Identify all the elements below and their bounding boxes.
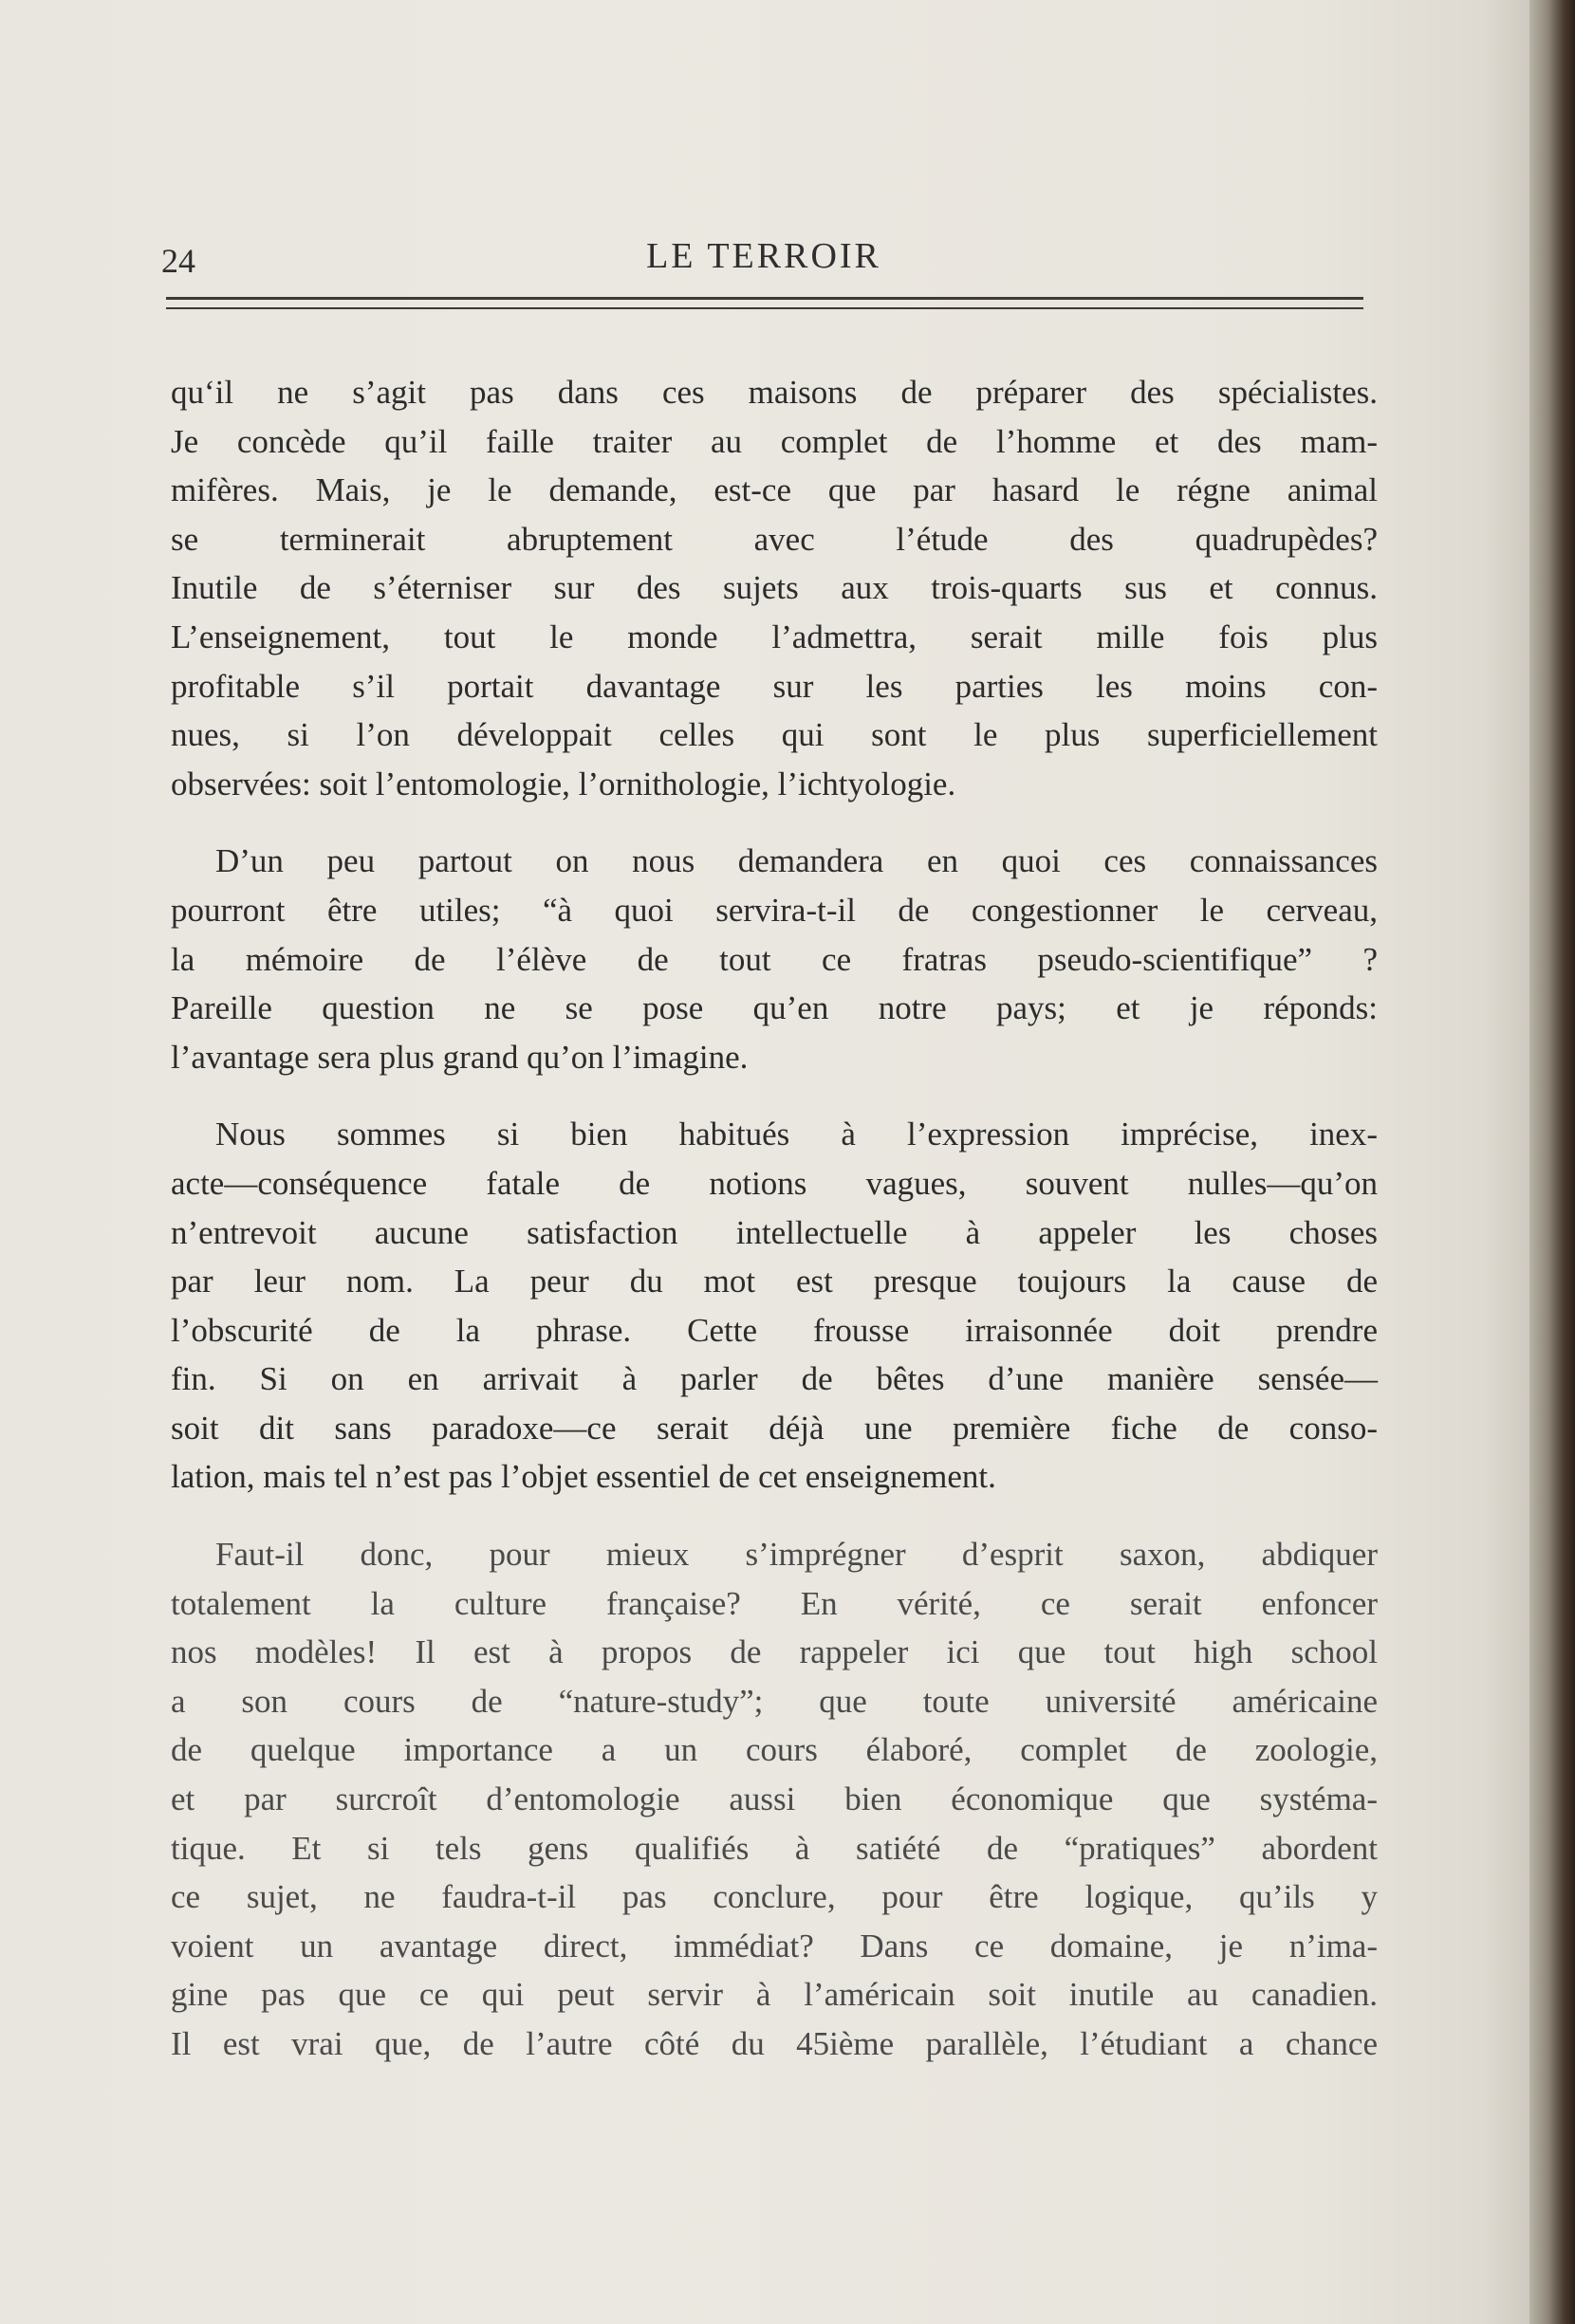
paragraph-1: [171, 368, 1378, 808]
text-line: observées: soit l’entomologie, l’ornithologie, l’ichtyologie.: [171, 765, 956, 802]
text-line: Nous sommes si bien habitués à l’expression imprécise, inex-: [215, 1116, 1378, 1153]
text-line: Faut-il donc, pour mieux s’imprégner d’esprit saxon, abdiquer: [215, 1536, 1378, 1574]
paragraph-3: [171, 1110, 1378, 1502]
text-line: par leur nom. La peur du mot est presque toujours la cause de: [171, 1263, 1378, 1300]
text-line: nues, si l’on développait celles qui sont le plus superficiellement: [171, 716, 1378, 754]
text-line: se terminerait abruptement avec l’étude des quadrupèdes?: [171, 520, 1378, 558]
text-line: Je concède qu’il faille traiter au complet de l’homme et des mam-: [171, 422, 1378, 460]
text-line: qu‘il ne s’agit pas dans ces maisons de préparer des spécialistes.: [171, 374, 1378, 411]
text-line: L’enseignement, tout le monde l’admettra, serait mille fois plus: [171, 618, 1378, 655]
paragraph-4: [171, 1530, 1378, 2069]
text-line: l’avantage sera plus grand qu’on l’imagine.: [171, 1038, 749, 1076]
text-line: gine pas que ce qui peut servir à l’américain soit inutile au canadien.: [171, 1976, 1378, 2014]
header-rule-bottom: [166, 307, 1363, 309]
page-number: 24: [161, 242, 195, 280]
text-line: fin. Si on en arrivait à parler de bêtes d’une manière sensée—: [171, 1360, 1378, 1398]
text-line: mifères. Mais, je le demande, est-ce que par hasard le régne animal: [171, 471, 1378, 509]
text-line: l’obscurité de la phrase. Cette frousse irraisonnée doit prendre: [171, 1311, 1378, 1349]
text-line: soit dit sans paradoxe—ce serait déjà une première fiche de conso-: [171, 1409, 1378, 1447]
text-line: profitable s’il portait davantage sur les parties les moins con-: [171, 667, 1378, 705]
text-line: Pareille question ne se pose qu’en notre pays; et je réponds:: [171, 989, 1378, 1027]
text-line: D’un peu partout on nous demandera en quoi ces connaissances: [215, 842, 1378, 880]
text-line: acte—conséquence fatale de notions vagues, souvent nulles—qu’on: [171, 1164, 1378, 1202]
text-line: ce sujet, ne faudra-t-il pas conclure, pour être logique, qu’ils y: [171, 1878, 1378, 1916]
text-line: Il est vrai que, de l’autre côté du 45ième parallèle, l’étudiant a chance: [171, 2025, 1378, 2062]
text-line: tique. Et si tels gens qualifiés à satiété de “pratiques” abordent: [171, 1829, 1378, 1867]
text-line: a son cours de “nature-study”; que toute université américaine: [171, 1682, 1378, 1720]
text-line: pourront être utiles; “à quoi servira-t-il de congestionner le cerveau,: [171, 891, 1378, 929]
header-rule-top: [166, 297, 1363, 300]
body-text: [171, 368, 1378, 2069]
running-title: LE TERROIR: [646, 236, 881, 276]
text-line: n’entrevoit aucune satisfaction intellectuelle à appeler les choses: [171, 1213, 1378, 1251]
text-line: lation, mais tel n’est pas l’objet essentiel de cet enseignement.: [171, 1458, 996, 1496]
book-spine-edge: [1529, 0, 1575, 2324]
text-line: la mémoire de l’élève de tout ce fratras pseudo-scientifique” ?: [171, 940, 1378, 978]
paragraph-2: [171, 837, 1378, 1081]
text-line: totalement la culture française? En vérité, ce serait enfoncer: [171, 1584, 1378, 1622]
text-line: voient un avantage direct, immédiat? Dans ce domaine, je n’ima-: [171, 1927, 1378, 1964]
text-line: et par surcroît d’entomologie aussi bien économique que systéma-: [171, 1780, 1378, 1818]
text-line: Inutile de s’éterniser sur des sujets aux trois-quarts sus et connus.: [171, 569, 1378, 607]
text-line: nos modèles! Il est à propos de rappeler ici que tout high school: [171, 1633, 1378, 1671]
text-line: de quelque importance a un cours élaboré, complet de zoologie,: [171, 1731, 1378, 1769]
page-header: [161, 235, 1366, 292]
